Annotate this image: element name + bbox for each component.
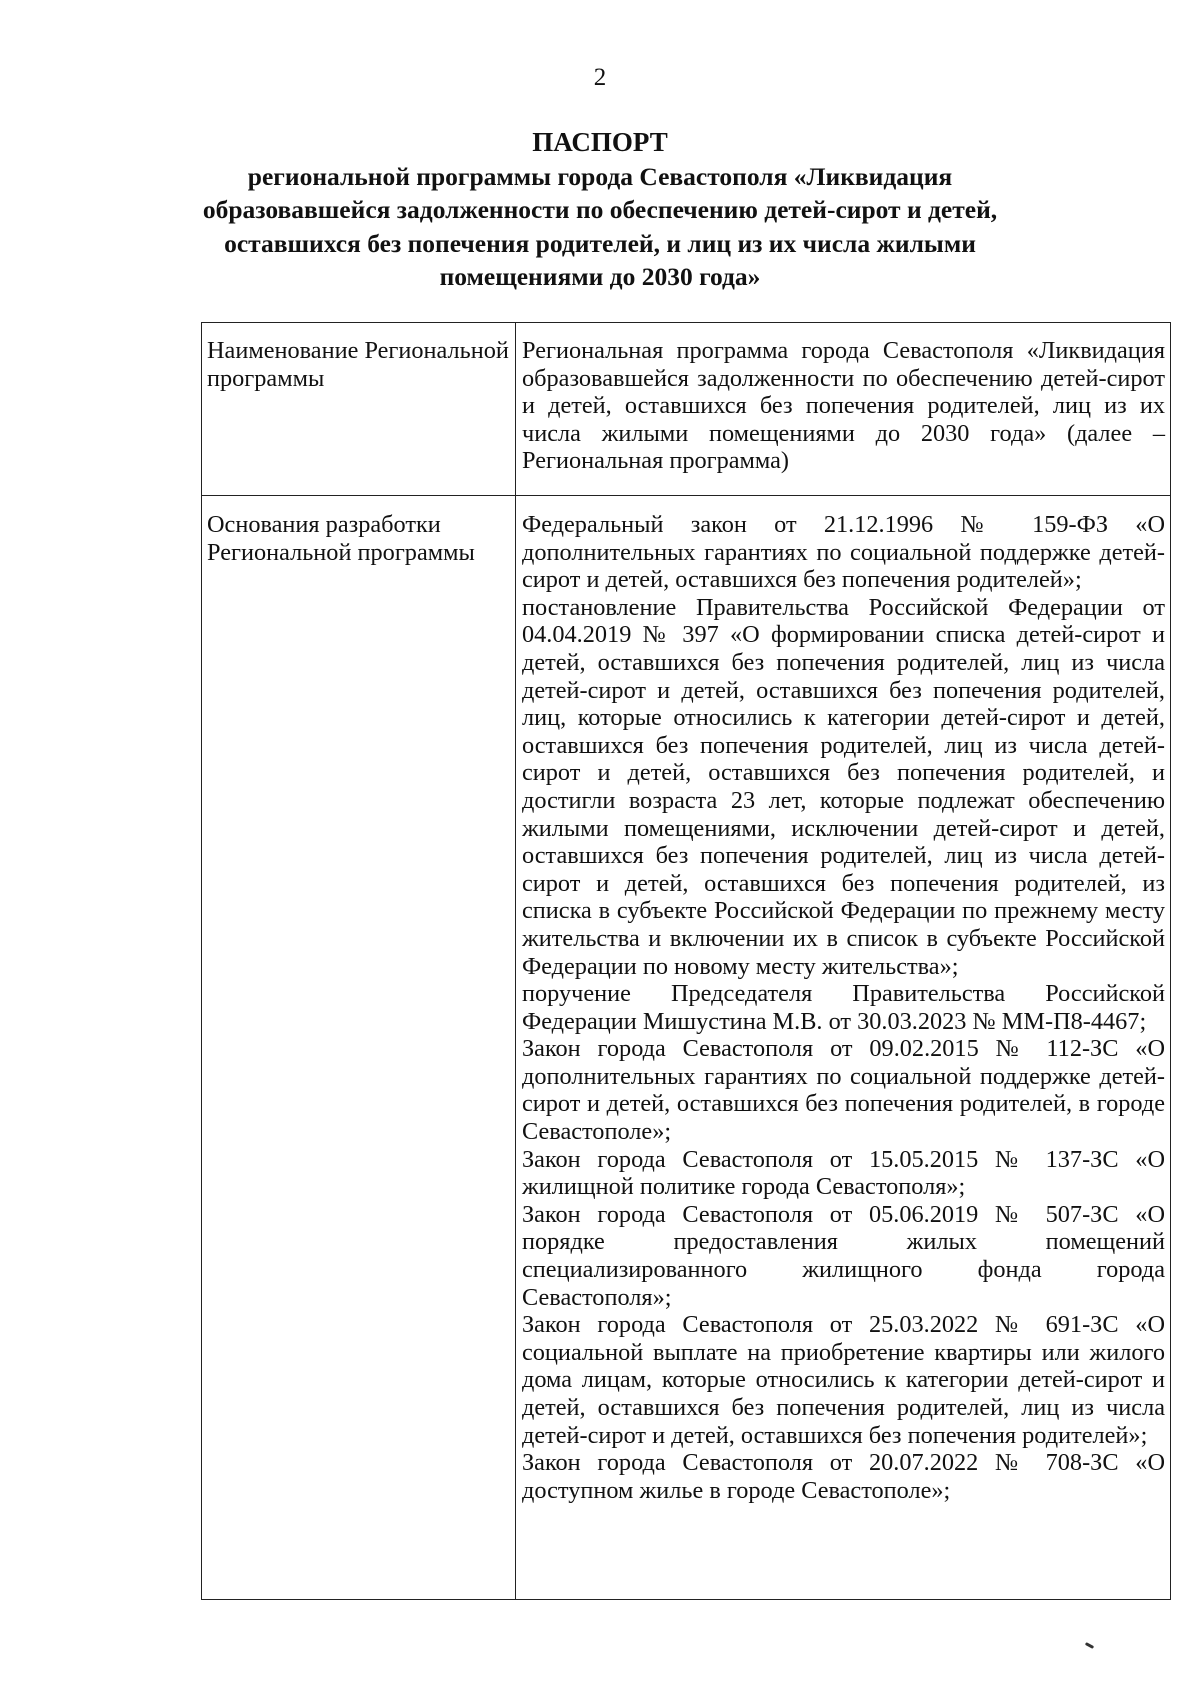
- basis-item-federal-law-159: Федеральный закон от 21.12.1996 № 159-ФЗ «О дополнительных гарантиях по социальной поддержке детей-сирот и детей, оставшихся без попечения родителей»;: [522, 511, 1165, 594]
- row-label-development-basis: Основания разработки Региональной программы: [202, 496, 516, 1600]
- table-row: [202, 496, 1171, 1600]
- basis-item-law-507-zs: Закон города Севастополя от 05.06.2019 № 507-ЗС «О порядке предоставления жилых помещений специализированного жилищного фонда города Севастополя»;: [522, 1200, 1165, 1311]
- passport-table: [201, 322, 1171, 1600]
- basis-item-government-decree-397: постановление Правительства Российской Федерации от 04.04.2019 № 397 «О формировании списка детей-сирот и детей, оставшихся без попечения родителей, лиц из числа детей-сирот и детей, оставшихся без попечения родителей, лиц, которые относились к категории детей-сирот и детей, оставшихся без попечения родителей, лиц из числа детей-сирот и детей, оставшихся без попечения родителей, и достигли возраста 23 лет, которые подлежат обеспечению жилыми помещениями, исключении детей-сирот и детей, оставшихся без попечения родителей, лиц из числа детей-сирот и детей, оставшихся без попечения родителей, из списка в субъекте Российской Федерации по прежнему месту жительства и включении их в список в субъекте Российской Федерации по новому месту жительства»;: [522, 593, 1165, 980]
- row-label-program-name: Наименование Региональной программы: [202, 323, 516, 496]
- title-line-4: помещениями до 2030 года»: [439, 262, 761, 291]
- table-row: [202, 323, 1171, 496]
- page-number: 2: [593, 64, 607, 91]
- title-line-2: образовавшейся задолженности по обеспечению детей-сирот и детей,: [202, 195, 998, 224]
- basis-item-instruction-mm-p8-4467: поручение Председателя Правительства Российской Федерации Мишустина М.В. от 30.03.2023 № ММ-П8-4467;: [522, 980, 1165, 1035]
- title-line-1: региональной программы города Севастополя «Ликвидация: [247, 161, 953, 191]
- title-heading: ПАСПОРТ: [532, 127, 668, 157]
- basis-item-law-112-zs: Закон города Севастополя от 09.02.2015 № 112-ЗС «О дополнительных гарантиях по социальной поддержке детей-сирот и детей, оставшихся без попечения родителей, в городе Севастополе»;: [522, 1035, 1165, 1146]
- row-value-program-name: Региональная программа города Севастополя «Ликвидация образовавшейся задолженности по обеспечению детей-сирот и детей, оставшихся без попечения родителей, лиц из их числа жилыми помещениями до 2030 года» (далее – Региональная программа): [516, 323, 1171, 496]
- title-line-3: оставшихся без попечения родителей, и лиц из их числа жилыми: [224, 228, 976, 258]
- row-value-development-basis: [516, 496, 1171, 1600]
- document-title: [160, 126, 1040, 294]
- basis-item-law-137-zs: Закон города Севастополя от 15.05.2015 № 137-ЗС «О жилищной политике города Севастополя»;: [522, 1145, 1165, 1201]
- basis-item-law-691-zs: Закон города Севастополя от 25.03.2022 № 691-ЗС «О социальной выплате на приобретение квартиры или жилого дома лицам, которые относились к категории детей-сирот и детей, оставшихся без попечения родителей, лиц из числа детей-сирот и детей, оставшихся без попечения родителей»;: [522, 1311, 1165, 1449]
- basis-item-law-708-zs: Закон города Севастополя от 20.07.2022 № 708-ЗС «О доступном жилье в городе Севастополе»;: [522, 1449, 1165, 1504]
- scan-speck: [1085, 1642, 1094, 1649]
